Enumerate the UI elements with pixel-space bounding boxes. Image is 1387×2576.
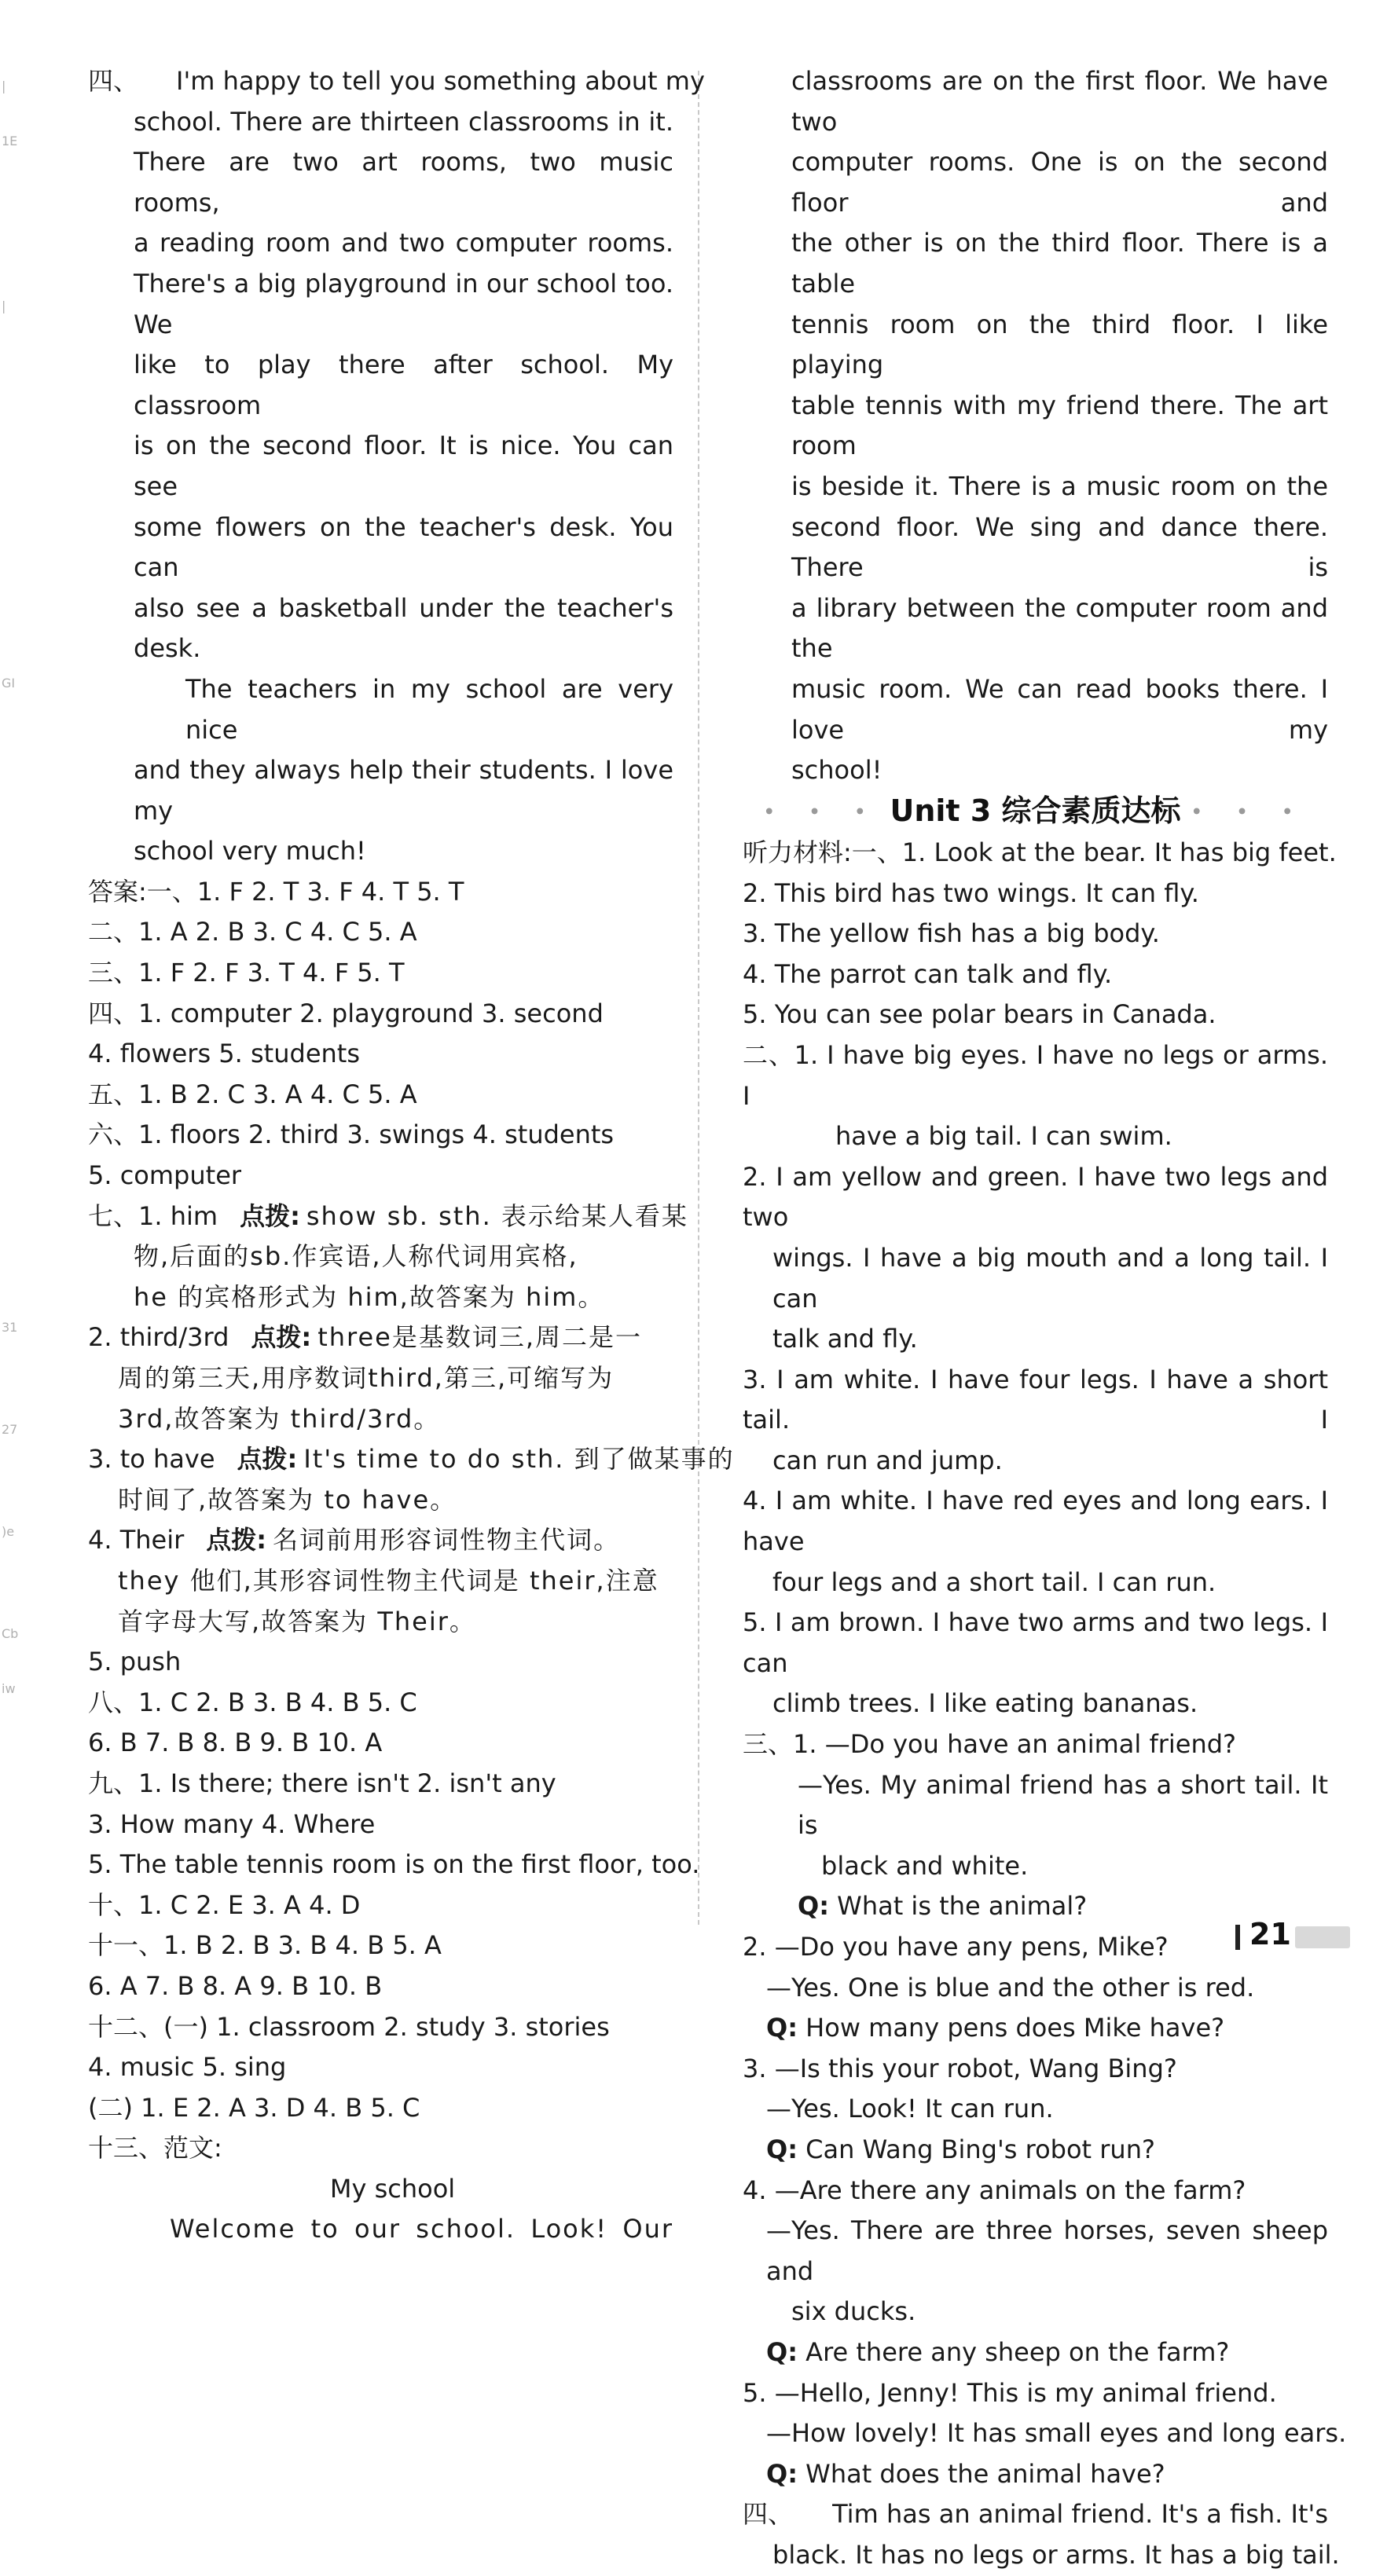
listening-line: 3. I am white. I have four legs. I have a short tail. I bbox=[743, 1364, 1328, 1435]
question-line bbox=[743, 1886, 1328, 1927]
tip-text: 3rd,故答案为 third/3rd。 bbox=[118, 1403, 441, 1434]
listening-line: —Yes. Look! It can run. bbox=[766, 2094, 1054, 2124]
listening-line: talk and fly. bbox=[772, 1324, 918, 1354]
question-text: What does the animal have? bbox=[805, 2458, 1165, 2489]
essay-line: the other is on the third floor. There is a table bbox=[791, 228, 1328, 299]
listening-line: —Yes. There are three horses, seven sheep and bbox=[766, 2215, 1328, 2286]
answer-head: 3. to have bbox=[88, 1444, 215, 1475]
listening-line: 三、1. —Do you have an animal friend? bbox=[743, 1729, 1237, 1760]
answer-line: 6. A 7. B 8. A 9. B 10. B bbox=[88, 1970, 383, 2001]
listening-line: 3. The yellow fish has a big body. bbox=[743, 918, 1160, 949]
listening-line: 二、1. I have big eyes. I have no legs or arms. I bbox=[743, 1039, 1328, 1111]
passage-text: I'm happy to tell you something about my bbox=[176, 66, 705, 96]
listening-line: 5. —Hello, Jenny! This is my animal friend. bbox=[743, 2377, 1277, 2408]
listening-line: 2. I am yellow and green. I have two legs and two bbox=[743, 1161, 1328, 1233]
question-text: Can Wang Bing's robot run? bbox=[805, 2134, 1155, 2164]
listening-line: wings. I have a big mouth and a long tail. I can bbox=[772, 1242, 1328, 1314]
unit-heading bbox=[743, 791, 1328, 833]
answer-line: 6. B 7. B 8. B 9. B 10. A bbox=[88, 1728, 383, 1758]
tip-text: 首字母大写,故答案为 Their。 bbox=[118, 1606, 476, 1636]
q-label: Q: bbox=[798, 1891, 829, 1922]
question-line bbox=[743, 2130, 1328, 2171]
passage-line: also see a basketball under the teacher's desk. bbox=[134, 592, 673, 664]
answer-line bbox=[88, 1439, 735, 1480]
answer-line: 六、1. floors 2. third 3. swings 4. students bbox=[88, 1119, 615, 1150]
listening-line: —How lovely! It has small eyes and long ears. bbox=[766, 2418, 1347, 2449]
answer-line bbox=[88, 1520, 673, 1561]
question-text: What is the animal? bbox=[837, 1891, 1088, 1922]
question-text: How many pens does Mike have? bbox=[805, 2013, 1225, 2043]
essay-line: classrooms are on the first floor. We have two bbox=[791, 66, 1328, 137]
tip-text: 周的第三天,用序数词third,第三,可缩写为 bbox=[118, 1363, 615, 1393]
answer-line: 四、1. computer 2. playground 3. second bbox=[88, 998, 604, 1028]
answer-line bbox=[88, 1317, 673, 1358]
question-line bbox=[743, 2454, 1328, 2495]
answer-line: 答案:一、1. F 2. T 3. F 4. T 5. T bbox=[88, 876, 464, 907]
binding-edge-marks: | 1E | GI 31 27 )e Cb iw bbox=[2, 79, 19, 1696]
page-number-bar bbox=[1235, 1925, 1240, 1950]
listening-line: 听力材料:一、1. Look at the bear. It has big feet. bbox=[743, 837, 1337, 867]
listening-text: Tim has an animal friend. It's a fish. It's bbox=[832, 2499, 1328, 2530]
listening-line: climb trees. I like eating bananas. bbox=[772, 1688, 1198, 1719]
tip-text: 物,后面的sb.作宾语,人称代词用宾格, bbox=[134, 1241, 578, 1272]
section-label: 四、 bbox=[88, 66, 139, 96]
answer-line: 十二、(一) 1. classroom 2. study 3. stories bbox=[88, 2011, 610, 2042]
column-divider bbox=[698, 71, 699, 1925]
answer-head: 4. Their bbox=[88, 1525, 185, 1555]
right-column bbox=[743, 61, 1347, 2576]
tip-label: 点拨: bbox=[206, 1525, 267, 1555]
passage-line: and they always help their students. I love my bbox=[134, 755, 673, 826]
listening-line: 4. I am white. I have red eyes and long ears. I have bbox=[743, 1486, 1328, 1557]
answer-line: 3. How many 4. Where bbox=[88, 1808, 376, 1839]
tip-text: three是基数词三,周二是一 bbox=[317, 1322, 643, 1353]
listening-line: 4. —Are there any animals on the farm? bbox=[743, 2175, 1246, 2205]
listening-line: 2. —Do you have any pens, Mike? bbox=[743, 1932, 1169, 1962]
answer-line bbox=[88, 1196, 688, 1237]
q-label: Q: bbox=[766, 2013, 798, 2043]
answer-line: 十三、范文: bbox=[88, 2133, 222, 2164]
section-label: 四、 bbox=[743, 2499, 794, 2530]
passage-line: There's a big playground in our school too. We bbox=[134, 268, 673, 339]
answer-line: 5. push bbox=[88, 1647, 182, 1677]
answer-line: 三、1. F 2. F 3. T 4. F 5. T bbox=[88, 958, 405, 988]
answer-line: 五、1. B 2. C 3. A 4. C 5. A bbox=[88, 1079, 417, 1109]
tip-text: he 的宾格形式为 him,故答案为 him。 bbox=[134, 1281, 605, 1312]
essay-line: table tennis with my friend there. The art room bbox=[791, 390, 1328, 461]
essay-line: is beside it. There is a music room on the bbox=[791, 471, 1328, 501]
passage-line: is on the second floor. It is nice. You can see bbox=[134, 431, 673, 501]
essay-line: music room. We can read books there. I love my bbox=[791, 673, 1328, 745]
q-label: Q: bbox=[766, 2336, 798, 2367]
passage-line: There are two art rooms, two music rooms, bbox=[134, 147, 673, 218]
essay-line: school! bbox=[791, 755, 882, 786]
tip-text: they 他们,其形容词性物主代词是 their,注意 bbox=[118, 1565, 659, 1596]
question-line bbox=[743, 2332, 1328, 2373]
answer-line: 5. The table tennis room is on the first floor, too. bbox=[88, 1849, 700, 1880]
essay-title: My school bbox=[329, 2173, 456, 2204]
answer-head: 七、1. him bbox=[88, 1200, 218, 1231]
tip-label: 点拨: bbox=[240, 1200, 300, 1231]
tip-text: It's time to do sth. 到了做某事的 bbox=[303, 1444, 735, 1475]
answer-line: 九、1. Is there; there isn't 2. isn't any bbox=[88, 1768, 556, 1798]
page-tag-decoration bbox=[1295, 1926, 1350, 1948]
answer-line: 5. computer bbox=[88, 1160, 242, 1191]
q-label: Q: bbox=[766, 2458, 798, 2489]
listening-line: 5. You can see polar bears in Canada. bbox=[743, 999, 1216, 1030]
tip-text: 名词前用形容词性物主代词。 bbox=[273, 1525, 621, 1555]
heading-dots-right: • • • bbox=[1191, 802, 1308, 823]
passage-line: like to play there after school. My classroom bbox=[134, 350, 673, 420]
answer-line: 4. music 5. sing bbox=[88, 2052, 287, 2083]
page-number: 21 bbox=[1249, 1917, 1291, 1951]
answer-line: 八、1. C 2. B 3. B 4. B 5. C bbox=[88, 1687, 417, 1717]
answer-line: 十一、1. B 2. B 3. B 4. B 5. A bbox=[88, 1930, 442, 1961]
listening-line: 5. I am brown. I have two arms and two legs. I can bbox=[743, 1607, 1328, 1678]
left-column bbox=[88, 61, 735, 2250]
tip-text: show sb. sth. 表示给某人看某 bbox=[306, 1200, 688, 1231]
question-text: Are there any sheep on the farm? bbox=[805, 2336, 1230, 2367]
answer-line: 二、1. A 2. B 3. C 4. C 5. A bbox=[88, 917, 417, 947]
passage-line: a reading room and two computer rooms. bbox=[134, 228, 673, 258]
essay-line: a library between the computer room and the bbox=[791, 592, 1328, 664]
listening-line: —Yes. My animal friend has a short tail. It is bbox=[798, 1769, 1328, 1841]
passage-line: school. There are thirteen classrooms in it. bbox=[134, 106, 673, 137]
listening-line: black. It has no legs or arms. It has a big tail. bbox=[772, 2539, 1340, 2570]
listening-line: black and white. bbox=[821, 1850, 1029, 1881]
unit-title: Unit 3 综合素质达标 bbox=[890, 793, 1181, 828]
passage-line bbox=[88, 61, 705, 102]
answer-line: 4. flowers 5. students bbox=[88, 1039, 360, 1069]
answer-line: 十、1. C 2. E 3. A 4. D bbox=[88, 1889, 361, 1920]
listening-line: four legs and a short tail. I can run. bbox=[772, 1566, 1216, 1597]
question-line bbox=[743, 2008, 1328, 2049]
tip-label: 点拨: bbox=[251, 1322, 312, 1353]
essay-line: tennis room on the third floor. I like playing bbox=[791, 309, 1328, 380]
passage-line: school very much! bbox=[134, 836, 366, 867]
listening-line: can run and jump. bbox=[772, 1445, 1003, 1475]
tip-label: 点拨: bbox=[237, 1444, 298, 1475]
listening-line: 2. This bird has two wings. It can fly. bbox=[743, 878, 1199, 908]
listening-line bbox=[743, 2494, 1328, 2535]
essay-line: computer rooms. One is on the second floor and bbox=[791, 147, 1328, 218]
passage-line: some flowers on the teacher's desk. You can bbox=[134, 511, 673, 583]
q-label: Q: bbox=[766, 2134, 798, 2164]
listening-line: have a big tail. I can swim. bbox=[835, 1121, 1172, 1152]
listening-line: —Yes. One is blue and the other is red. bbox=[766, 1972, 1255, 2003]
answer-head: 2. third/3rd bbox=[88, 1322, 229, 1353]
listening-line: 4. The parrot can talk and fly. bbox=[743, 958, 1113, 989]
heading-dots-left: • • • bbox=[763, 802, 880, 823]
tip-text: 时间了,故答案为 to have。 bbox=[118, 1484, 457, 1515]
listening-line: six ducks. bbox=[791, 2296, 916, 2327]
essay-line: second floor. We sing and dance there. There is bbox=[791, 511, 1328, 583]
listening-line: 3. —Is this your robot, Wang Bing? bbox=[743, 2053, 1177, 2083]
essay-line: Welcome to our school. Look! Our bbox=[170, 2214, 673, 2244]
answer-line: (二) 1. E 2. A 3. D 4. B 5. C bbox=[88, 2092, 420, 2123]
passage-line: The teachers in my school are very nice bbox=[185, 673, 673, 745]
